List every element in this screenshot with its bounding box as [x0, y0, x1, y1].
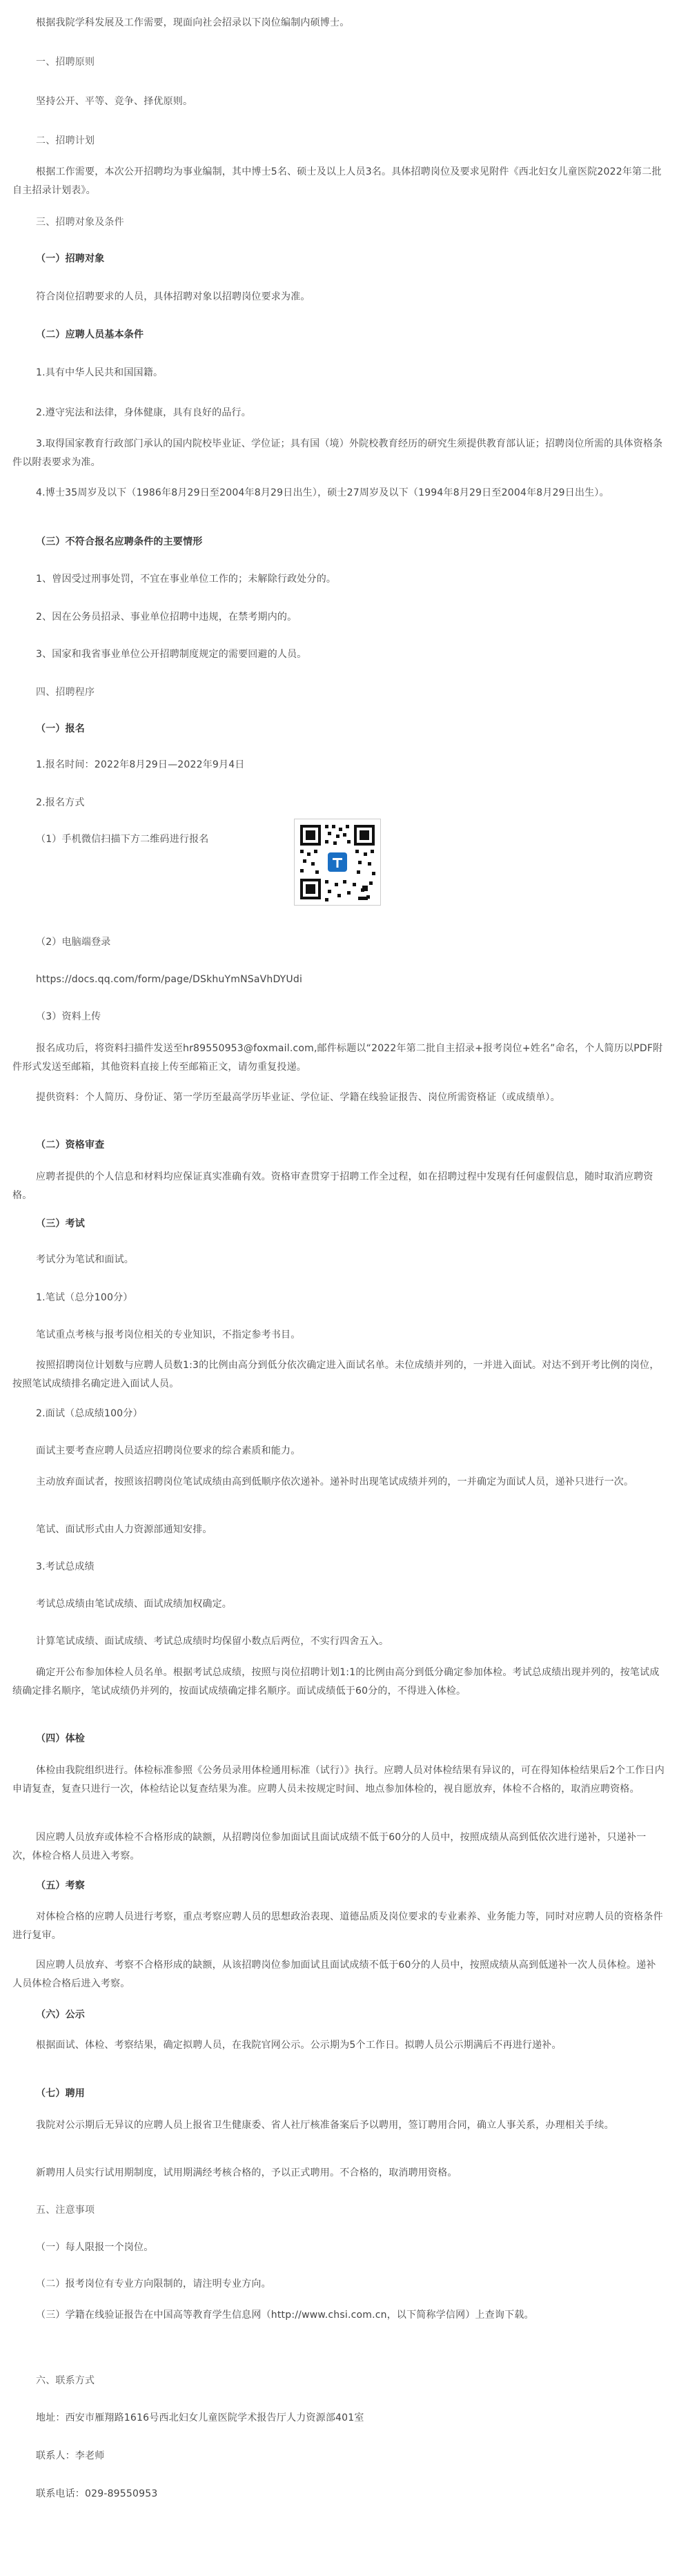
registration-method: 2.报名方式: [36, 797, 85, 808]
contact-person: 联系人：李老师: [36, 2450, 105, 2461]
contact-address: 地址：西安市雁翔路1616号西北妇女儿童医院学术报告厅人力资源部401室: [36, 2412, 364, 2423]
interview-text-1: 面试主要考查应聘人员适应招聘岗位要求的综合素质和能力。: [36, 1445, 301, 1456]
qr-code-icon: [295, 819, 380, 905]
review-text: 应聘者提供的个人信息和材料均应保证真实准确有效。资格审查贯穿于招聘工作全过程，如在招聘过程中发现有任何虚假信息，随时取消应聘资格。: [12, 1171, 653, 1201]
written-exam-text-2: 按照招聘岗位计划数与应聘人员数1:3的比例由高分到低分依次确定进入面试名单。未位成绩并列的，一并进入面试。对达不到开考比例的岗位，按照笔试成绩排名确定进入面试人员。: [12, 1360, 660, 1389]
exclusion-1: 1、曾因受过刑事处罚，不宜在事业单位工作的；未解除行政处分的。: [36, 574, 337, 585]
section-4-title: 四、招聘程序: [36, 687, 95, 698]
condition-2: 2.遵守宪法和法律，身体健康，具有良好的品行。: [36, 407, 251, 418]
section-5-title: 五、注意事项: [36, 2205, 95, 2216]
section-3-sub3: （三）不符合报名应聘条件的主要情形: [36, 536, 203, 547]
inspection-text-2: 因应聘人员放弃、考察不合格形成的缺额，从该招聘岗位参加面试且面试成绩不低于60分的人员中，按照成绩从高到低递补一次人员体检。递补人员体检合格后进入考察。: [12, 1960, 656, 1989]
note-2: （二）报考岗位有专业方向限制的，请注明专业方向。: [36, 2279, 271, 2290]
inspection-heading: （五）考察: [36, 1880, 85, 1891]
registration-time: 1.报名时间：2022年8月29日—2022年9月4日: [36, 759, 245, 770]
registration-heading: （一）报名: [36, 723, 85, 734]
review-heading: （二）资格审查: [36, 1140, 105, 1151]
required-materials: 提供资料：个人简历、身份证、第一学历至最高学历毕业证、学位证、学籍在线验证报告、岗位所需资格证（或成绩单）。: [36, 1092, 560, 1103]
exclusion-3: 3、国家和我省事业单位公开招聘制度规定的需要回避的人员。: [36, 649, 307, 660]
method-3-upload: （3）资料上传: [36, 1011, 101, 1022]
condition-4: 4.博士35周岁及以下（1986年8月29日至2004年8月29日出生），硕士27周岁及以下（1994年8月29日至2004年8月29日出生）。: [36, 487, 609, 498]
registration-qr-code[interactable]: [294, 819, 381, 906]
section-6-title: 六、联系方式: [36, 2375, 95, 2386]
written-exam-text-1: 笔试重点考核与报考岗位相关的专业知识，不指定参考书目。: [36, 1329, 301, 1340]
method-2-pc: （2）电脑端登录: [36, 937, 111, 948]
total-score-heading: 3.考试总成绩: [36, 1561, 95, 1572]
section-1-title: 一、招聘原则: [36, 57, 95, 68]
hiring-text-2: 新聘用人员实行试用期制度，试用期满经考核合格的，予以正式聘用。不合格的，取消聘用资格。: [36, 2167, 457, 2178]
interview-heading: 2.面试（总成绩100分）: [36, 1408, 143, 1419]
interview-text-3: 笔试、面试形式由人力资源部通知安排。: [36, 1524, 213, 1535]
total-score-text-3: 确定开公布参加体检人员名单。根据考试总成绩，按照与岗位招聘计划1:1的比例由高分到低分确定参加体检。考试总成绩出现并列的，按笔试成绩确定排名顺序，笔试成绩仍并列的，按面试成绩确定排名顺序。面试成绩低于60分的，不得进入体检。: [12, 1667, 660, 1697]
section-2-text: 根据工作需要，本次公开招聘均为事业编制，其中博士5名、硕士及以上人员3名。具体招聘岗位及要求见附件《西北妇女儿童医院2022年第二批自主招录计划表》。: [12, 166, 662, 196]
interview-text-2: 主动放弃面试者，按照该招聘岗位笔试成绩由高到低顺序依次递补。递补时出现笔试成绩并列的，一并确定为面试人员，递补只进行一次。: [36, 1476, 634, 1487]
exam-intro: 考试分为笔试和面试。: [36, 1254, 134, 1265]
total-score-text-2: 计算笔试成绩、面试成绩、考试总成绩时均保留小数点后两位，不实行四舍五入。: [36, 1636, 389, 1647]
section-3-title: 三、招聘对象及条件: [36, 217, 124, 228]
section-2-title: 二、招聘计划: [36, 135, 95, 146]
written-exam-heading: 1.笔试（总分100分）: [36, 1292, 133, 1303]
section-3-sub1: （一）招聘对象: [36, 253, 105, 264]
upload-instructions: 报名成功后，将资料扫描件发送至hr89550953@foxmail.com,邮件标题以“2022年第二批自主招录+报考岗位+姓名”命名，个人简历以PDF附件形式发送至邮箱，其他资料直接上传至邮箱正文，请勿重复投递。: [12, 1043, 663, 1073]
publicity-heading: （六）公示: [36, 2009, 85, 2020]
exclusion-2: 2、因在公务员招录、事业单位招聘中违规，在禁考期内的。: [36, 612, 297, 623]
section-1-text: 坚持公开、平等、竞争、择优原则。: [36, 96, 193, 107]
total-score-text-1: 考试总成绩由笔试成绩、面试成绩加权确定。: [36, 1599, 232, 1610]
inspection-text-1: 对体检合格的应聘人员进行考察，重点考察应聘人员的思想政治表现、道德品质及岗位要求的专业素养、业务能力等，同时对应聘人员的资格条件进行复审。: [12, 1911, 663, 1941]
method-1-wechat: （1）手机微信扫描下方二维码进行报名: [36, 834, 209, 845]
note-3: （三）学籍在线验证报告在中国高等教育学生信息网（http://www.chsi.com.cn，以下简称学信网）上查询下载。: [36, 2310, 534, 2321]
exam-heading: （三）考试: [36, 1218, 85, 1229]
publicity-text: 根据面试、体检、考察结果，确定拟聘人员，在我院官网公示。公示期为5个工作日。拟聘人员公示期满后不再进行递补。: [36, 2040, 562, 2051]
registration-url[interactable]: https://docs.qq.com/form/page/DSkhuYmNSaVhDYUdi: [36, 974, 303, 985]
contact-phone: 联系电话：029-89550953: [36, 2488, 158, 2499]
condition-3: 3.取得国家教育行政部门承认的国内院校毕业证、学位证；具有国（境）外院校教育经历的研究生须提供教育部认证；招聘岗位所需的具体资格条件以附表要求为准。: [12, 438, 663, 468]
hiring-heading: （七）聘用: [36, 2088, 85, 2099]
intro-text: 根据我院学科发展及工作需要，现面向社会招录以下岗位编制内硕博士。: [36, 17, 350, 28]
health-check-text-1: 体检由我院组织进行。体检标准参照《公务员录用体检通用标准（试行）》执行。应聘人员对体检结果有异议的，可在得知体检结果后2个工作日内申请复查，复查只进行一次，体检结论以复查结果为准。应聘人员未按规定时间、地点参加体检的，视自愿放弃，体检不合格的，取消应聘资格。: [12, 1765, 665, 1795]
health-check-heading: （四）体检: [36, 1733, 85, 1744]
section-3-sub1-text: 符合岗位招聘要求的人员，具体招聘对象以招聘岗位要求为准。: [36, 291, 311, 302]
condition-1: 1.具有中华人民共和国国籍。: [36, 367, 164, 378]
hiring-text-1: 我院对公示期后无异议的应聘人员上报省卫生健康委、省人社厅核准备案后予以聘用，签订聘用合同，确立人事关系，办理相关手续。: [36, 2120, 614, 2131]
note-1: （一）每人限报一个岗位。: [36, 2242, 154, 2253]
section-3-sub2: （二）应聘人员基本条件: [36, 329, 144, 340]
health-check-text-2: 因应聘人员放弃或体检不合格形成的缺额，从招聘岗位参加面试且面试成绩不低于60分的人员中，按照成绩从高到低依次进行递补，只递补一次，体检合格人员进入考察。: [12, 1832, 647, 1862]
